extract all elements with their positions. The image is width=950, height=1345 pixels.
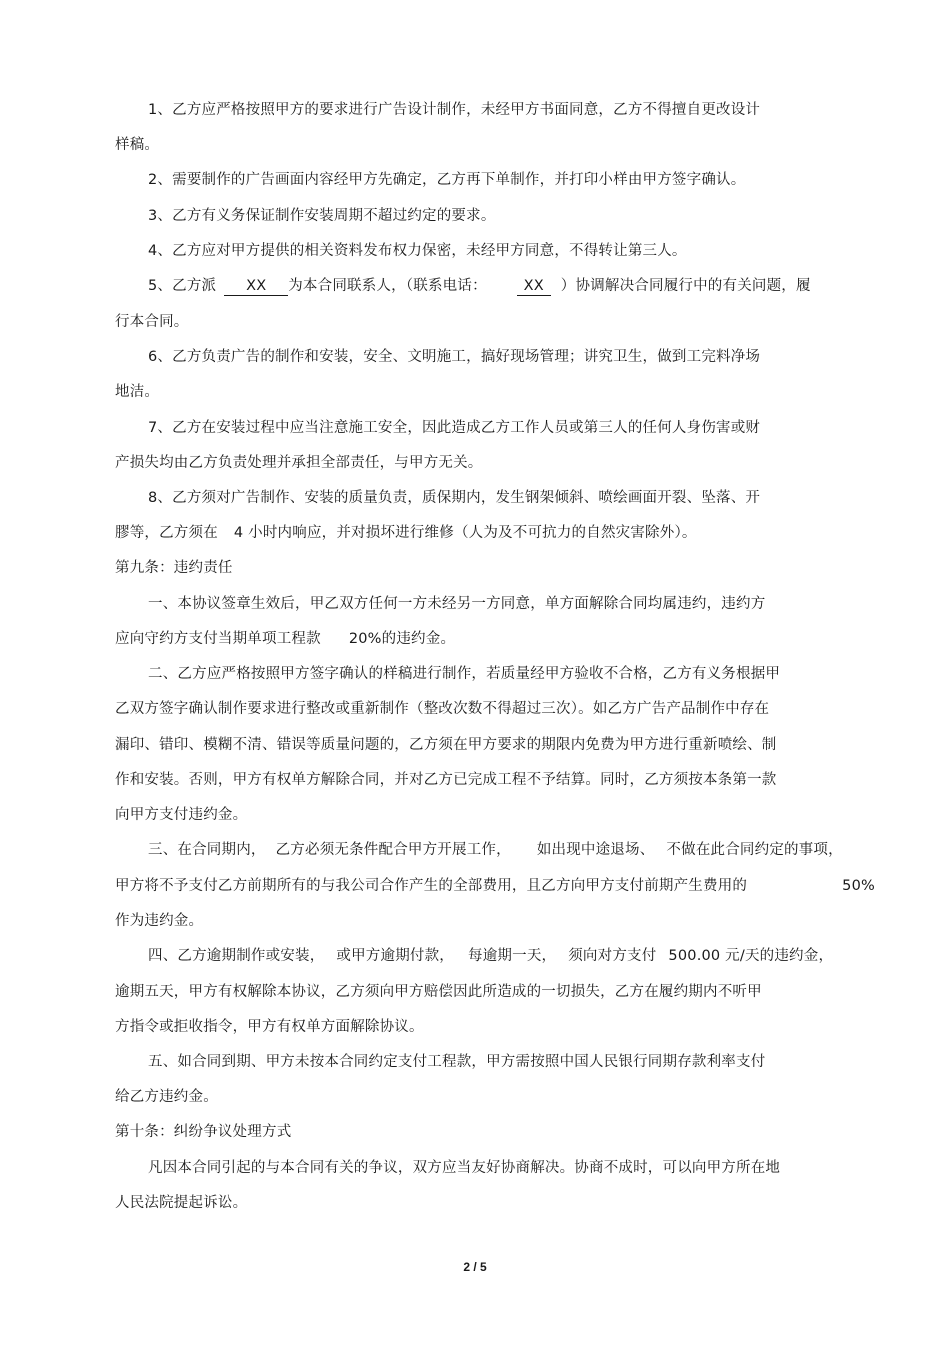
clause-6-line-1: 6、乙方负责广告的制作和安装，安全、文明施工，搞好现场管理；讲究卫生，做到工完料净场 (148, 349, 761, 365)
clause-5-line-2: 行本合同。 (115, 314, 189, 330)
clause-5-middle: 为本合同联系人，（联系电话： (288, 278, 487, 294)
clause-2: 2、需要制作的广告画面内容经甲方先确定，乙方再下单制作，并打印小样由甲方签字确认。 (148, 172, 746, 188)
clause-5-suffix: ）协调解决合同履行中的有关问题，履 (560, 278, 811, 294)
article-9-para-5-line-1: 五、如合同到期、甲方未按本合同约定支付工程款，甲方需按照中国人民银行同期存款利率支付 (148, 1054, 766, 1070)
article-9-para-4-part-5: 500.00 元/天的违约金， (668, 948, 834, 964)
clause-5-prefix: 5、乙方派 (148, 278, 217, 294)
clause-8-line-2 (115, 523, 697, 543)
clause-7-line-1: 7、乙方在安装过程中应当注意施工安全，因此造成乙方工作人员或第三人的任何人身伤害或财 (148, 420, 761, 436)
article-10-para-1-line-1: 凡因本合同引起的与本合同有关的争议，双方应当友好协商解决。协商不成时，可以向甲方所在地 (148, 1160, 781, 1176)
article-9-para-2-line-1: 二、乙方应严格按照甲方签字确认的样稿进行制作，若质量经甲方验收不合格，乙方有义务根据甲 (148, 666, 781, 682)
article-9-para-3-line-3: 作为违约金。 (115, 913, 204, 929)
article-9-para-3-percent: 50% (842, 878, 875, 894)
article-9-para-2-line-5: 向甲方支付违约金。 (115, 807, 248, 823)
clause-4: 4、乙方应对甲方提供的相关资料发布权力保密，未经甲方同意，不得转让第三人。 (148, 243, 687, 259)
article-9-para-4-line-1 (148, 946, 833, 966)
clause-7-line-2: 产损失均由乙方负责处理并承担全部责任，与甲方无关。 (115, 455, 483, 471)
article-9-heading: 第九条：违约责任 (115, 560, 233, 576)
page-number: 2 / 5 (463, 1260, 487, 1274)
article-9-para-3-part-1: 三、在合同期内， (148, 842, 266, 858)
article-9-para-2-line-4: 作和安装。否则，甲方有权单方解除合同，并对乙方已完成工程不予结算。同时，乙方须按本条第一款 (115, 772, 777, 788)
clause-1-line-2: 样稿。 (115, 137, 160, 153)
article-9-para-4-part-3: 每逾期一天， (468, 948, 557, 964)
article-9-para-3-part-2: 乙方必须无条件配合甲方开展工作， (275, 842, 511, 858)
contact-phone-blank: XX (517, 278, 551, 296)
article-9-para-2-line-3: 漏印、错印、模糊不清、错误等质量问题的，乙方须在甲方要求的期限内免费为甲方进行重新喷绘、制 (115, 737, 777, 753)
article-9-para-3-line-2 (115, 876, 875, 896)
article-9-para-3-part-3: 如出现中途退场、 (536, 842, 655, 858)
clause-3: 3、乙方有义务保证制作安装周期不超过约定的要求。 (148, 208, 496, 224)
article-9-para-3-part-4: 不做在此合同约定的事项， (666, 842, 843, 858)
clause-8-part-2: 4 小时内响应，并对损坏进行维修（人为及不可抗力的自然灾害除外）。 (233, 525, 697, 541)
clause-6-line-2: 地洁。 (115, 384, 160, 400)
article-9-para-1-part-1: 应向守约方支付当期单项工程款 (115, 631, 321, 647)
article-9-para-3-line-1 (148, 840, 843, 860)
article-9-para-5-line-2: 给乙方违约金。 (115, 1089, 218, 1105)
article-9-para-2-line-2: 乙双方签字确认制作要求进行整改或重新制作（整改次数不得超过三次）。如乙方广告产品制作中存在 (115, 701, 770, 717)
article-10-para-1-line-2: 人民法院提起诉讼。 (115, 1195, 248, 1211)
article-9-para-4-part-1: 四、乙方逾期制作或安装， (148, 948, 325, 964)
clause-8-part-1: 膠等，乙方须在 (115, 525, 218, 541)
article-9-para-4-part-2: 或甲方逾期付款， (336, 948, 455, 964)
article-10-heading: 第十条：纠纷争议处理方式 (115, 1124, 292, 1140)
article-9-para-4-part-4: 须向对方支付 (568, 948, 657, 964)
clause-5-line-1 (148, 276, 811, 296)
clause-1-line-1: 1、乙方应严格按照甲方的要求进行广告设计制作，未经甲方书面同意，乙方不得擅自更改设计 (148, 102, 761, 118)
article-9-para-4-line-3: 方指令或拒收指令，甲方有权单方面解除协议。 (115, 1019, 424, 1035)
clause-8-line-1: 8、乙方须对广告制作、安装的质量负责，质保期内，发生钢架倾斜、喷绘画面开裂、坠落、开 (148, 490, 761, 506)
article-9-para-1-line-2 (115, 629, 455, 649)
article-9-para-1-line-1: 一、本协议签章生效后，甲乙双方任何一方未经另一方同意，单方面解除合同均属违约，违约方 (148, 596, 766, 612)
article-9-para-4-line-2: 逾期五天，甲方有权解除本协议，乙方须向甲方赔偿因此所造成的一切损失，乙方在履约期内不听甲 (115, 984, 762, 1000)
article-9-para-3-text: 甲方将不予支付乙方前期所有的与我公司合作产生的全部费用，且乙方向甲方支付前期产生费用的 (115, 878, 748, 894)
article-9-para-1-part-2: 20%的违约金。 (348, 631, 456, 647)
contact-person-blank: XX (224, 278, 288, 296)
